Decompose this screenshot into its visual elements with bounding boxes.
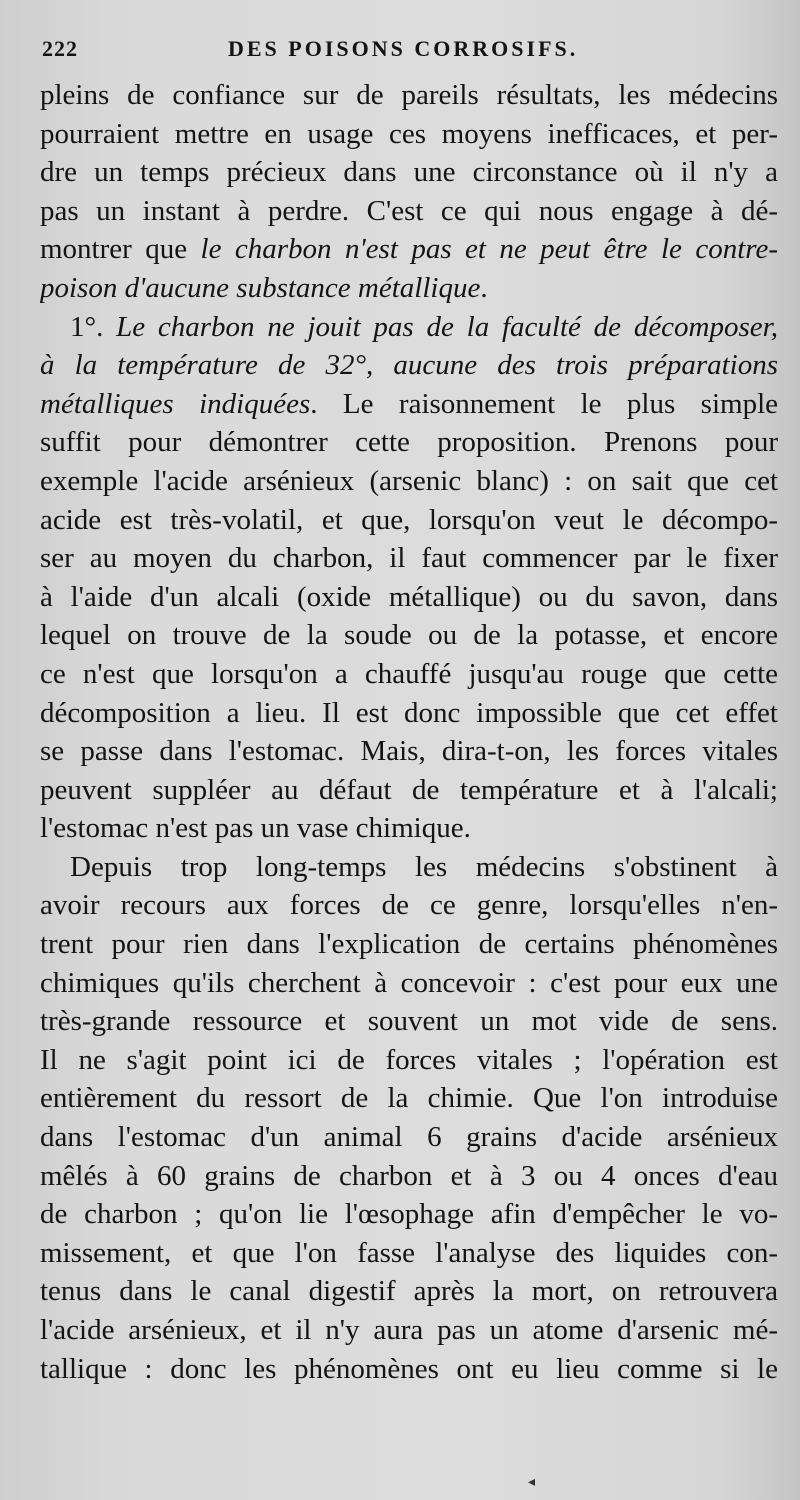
text-line: se passe dans l'estomac. Mais, dira-t-on, les forces vitales (40, 735, 778, 768)
text-line: dre un temps précieux dans une circonstance où il n'y a (40, 156, 778, 189)
running-head: DES POISONS CORROSIFS. (228, 36, 579, 61)
text-line: acide est très-volatil, et que, lorsqu'on veut le décompo- (40, 503, 778, 536)
text-line: de charbon ; qu'on lie l'œsophage afin d'empêcher le vo- (40, 1198, 778, 1231)
text-line: entièrement du ressort de la chimie. Que l'on introduise (40, 1082, 778, 1115)
text-line: à l'aide d'un alcali (oxide métallique) ou du savon, dans (40, 580, 778, 613)
page-header (40, 36, 780, 68)
text-line: poison d'aucune substance métallique. (40, 271, 488, 304)
text-line: trent pour rien dans l'explication de certains phénomènes (40, 928, 778, 961)
body-text (40, 76, 778, 1388)
text-line: montrer que le charbon n'est pas et ne peut être le contre- (40, 233, 778, 266)
text-line: 1°. Le charbon ne jouit pas de la faculté de décomposer, (70, 310, 778, 343)
text-line: lequel on trouve de la soude ou de la potasse, et encore (40, 619, 778, 652)
text-line: ser au moyen du charbon, il faut commencer par le fixer (40, 542, 778, 575)
text-line: pleins de confiance sur de pareils résultats, les médecins (40, 79, 778, 111)
text-line: suffit pour démontrer cette proposition. Prenons pour (40, 426, 778, 459)
text-line: Il ne s'agit point ici de forces vitales ; l'opération est (40, 1043, 778, 1076)
text-line: exemple l'acide arsénieux (arsenic blanc) : on sait que cet (40, 464, 778, 497)
text-line: tenus dans le canal digestif après la mort, on retrouvera (40, 1275, 778, 1308)
text-line: très-grande ressource et souvent un mot vide de sens. (40, 1005, 778, 1038)
text-line: dans l'estomac d'un animal 6 grains d'acide arsénieux (40, 1121, 778, 1154)
text-line: à la température de 32°, aucune des trois préparations (40, 349, 778, 382)
text-line: décomposition a lieu. Il est donc impossible que cet effet (40, 696, 778, 729)
text-line: peuvent suppléer au défaut de température et à l'alcali; (40, 773, 778, 806)
text-line: chimiques qu'ils cherchent à concevoir : c'est pour eux une (40, 966, 778, 999)
text-line: Depuis trop long-temps les médecins s'obstinent à (70, 850, 778, 883)
text-line: avoir recours aux forces de ce genre, lorsqu'elles n'en- (40, 889, 778, 922)
text-line: pas un instant à perdre. C'est ce qui nous engage à dé- (40, 194, 778, 227)
text-line: ce n'est que lorsqu'on a chauffé jusqu'au rouge que cette (40, 657, 778, 690)
text-line: l'estomac n'est pas un vase chimique. (40, 812, 471, 845)
printer-mark: ◂ (528, 1475, 536, 1490)
text-line: tallique : donc les phénomènes ont eu lieu comme si le (40, 1352, 778, 1385)
text-line: mêlés à 60 grains de charbon et à 3 ou 4 onces d'eau (40, 1159, 778, 1192)
text-line: missement, et que l'on fasse l'analyse des liquides con- (40, 1236, 778, 1269)
page-number: 222 (42, 36, 78, 61)
text-line: l'acide arsénieux, et il n'y aura pas un atome d'arsenic mé- (40, 1314, 778, 1346)
text-line: pourraient mettre en usage ces moyens inefficaces, et per- (40, 117, 778, 150)
text-line: métalliques indiquées. Le raisonnement le plus simple (40, 387, 778, 420)
